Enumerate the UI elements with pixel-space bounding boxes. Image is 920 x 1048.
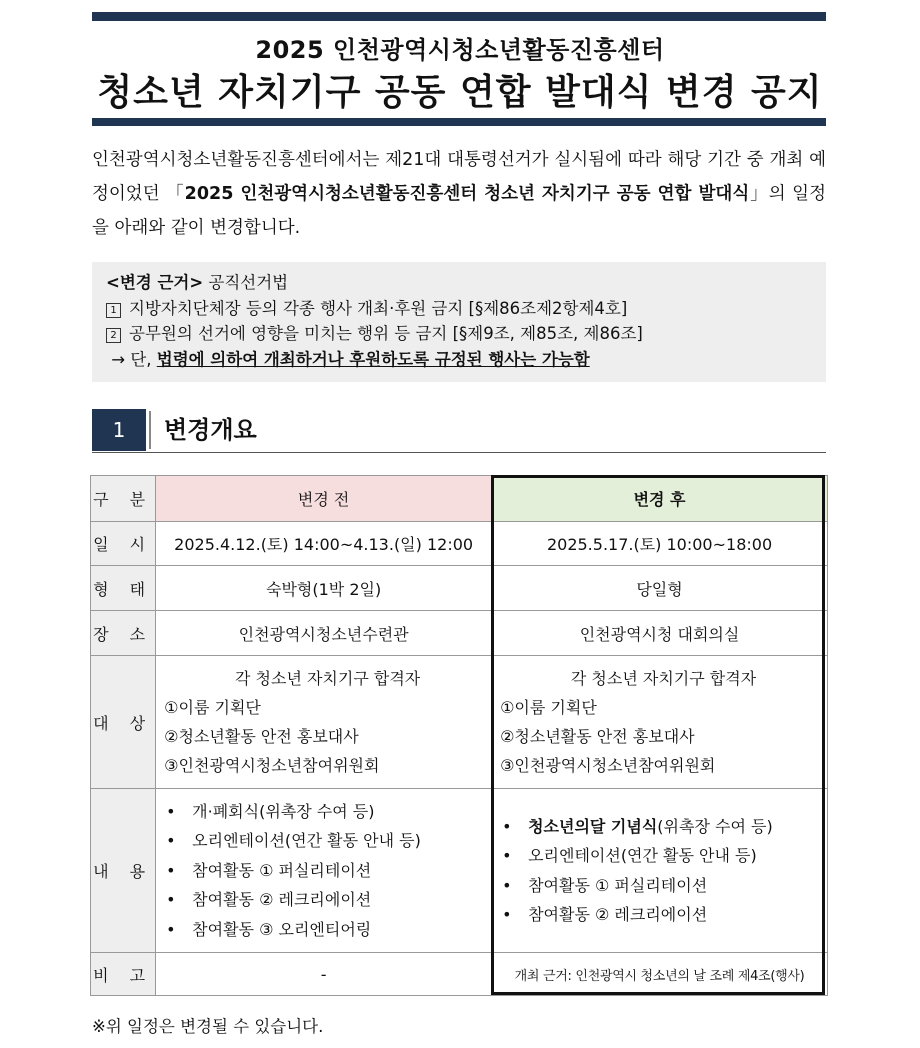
target-item: ①이룸 기획단 xyxy=(164,698,261,717)
list-item: • 참여활동 ② 레크리에이션 xyxy=(502,900,827,930)
header-category: 구 분 xyxy=(91,476,156,522)
change-overview-table xyxy=(90,475,828,996)
basis-label: <변경 근거> xyxy=(106,273,204,292)
cell-before xyxy=(156,656,492,789)
section-header xyxy=(92,409,826,455)
list-item: • 개·폐회식(위촉장 수여 등) xyxy=(166,797,491,827)
intro-paragraph: 인천광역시청소년활동진흥센터에서는 제21대 대통령선거가 실시됨에 따라 해당 기간 중 개최 예정이었던 「2025 인천광역시청소년활동진흥센터 청소년 자치기구 공동 연합 발대식」의 일정을 아래와 같이 변경합니다. xyxy=(92,150,826,238)
basis-law: 공직선거법 xyxy=(208,273,289,292)
basis-item-1: 지방자치단체장 등의 각종 행사 개최·후원 금지 [§제86조제2항제4호] xyxy=(129,298,628,318)
target-heading: 각 청소년 자치기구 합격자 xyxy=(234,669,421,688)
table-header-row xyxy=(91,476,828,522)
content-list xyxy=(492,812,827,930)
row-label: 형 태 xyxy=(91,566,156,611)
cell-after: 당일형 xyxy=(492,566,828,611)
section-number: 1 xyxy=(92,409,146,451)
number-box: 2 xyxy=(106,328,121,343)
footnote: ※위 일정은 변경될 수 있습니다. xyxy=(92,1017,324,1036)
list-item: • 오리엔테이션(연간 활동 안내 등) xyxy=(166,826,491,856)
top-rule xyxy=(92,12,826,21)
list-item: • 참여활동 ② 레크리에이션 xyxy=(166,885,491,915)
cell-after: 개최 근거: 인천광역시 청소년의 날 조례 제4조(행사) xyxy=(492,953,828,996)
row-label: 비 고 xyxy=(91,953,156,996)
page-subtitle: 2025 인천광역시청소년활동진흥센터 xyxy=(255,36,665,64)
row-label: 내 용 xyxy=(91,789,156,953)
table-row-place xyxy=(91,611,828,656)
content-list xyxy=(156,797,491,945)
cell-before: 숙박형(1박 2일) xyxy=(156,566,492,611)
cell-after: 2025.5.17.(토) 10:00~18:00 xyxy=(492,522,828,566)
list-item: • 청소년의달 기념식(위촉장 수여 등) xyxy=(502,812,827,842)
title-rule xyxy=(92,118,826,126)
table-row-remarks xyxy=(91,953,828,996)
section-underline xyxy=(92,452,826,453)
change-basis-box: <변경 근거> 공직선거법 1 지방자치단체장 등의 각종 행사 개최·후원 금지 [§제86조제2항제4호] 2 공무원의 선거에 영향을 미치는 행위 등 금지 [§제9조, 제85조, 제86조] → 단, 법령에 의하여 개최하거나 후원하도록 규정된 행사는 가능함 xyxy=(92,262,826,382)
header-after: 변경 후 xyxy=(492,476,828,522)
section-divider xyxy=(149,411,151,449)
target-heading: 각 청소년 자치기구 합격자 xyxy=(570,669,757,688)
cell-before xyxy=(156,789,492,953)
list-item: • 참여활동 ③ 오리엔티어링 xyxy=(166,915,491,945)
basis-exception: 법령에 의하여 개최하거나 후원하도록 규정된 행사는 가능함 xyxy=(156,349,590,369)
list-item: • 참여활동 ① 퍼실리테이션 xyxy=(502,871,827,901)
cell-before: - xyxy=(156,953,492,996)
event-name: 2025 인천광역시청소년활동진흥센터 청소년 자치기구 공동 연합 발대식 xyxy=(184,184,750,204)
row-label: 일 시 xyxy=(91,522,156,566)
table-row-content xyxy=(91,789,828,953)
page-title: 청소년 자치기구 공동 연합 발대식 변경 공지 xyxy=(97,72,823,113)
row-label: 장 소 xyxy=(91,611,156,656)
table-row-type xyxy=(91,566,828,611)
table-row-target xyxy=(91,656,828,789)
list-item: • 오리엔테이션(연간 활동 안내 등) xyxy=(502,841,827,871)
cell-after xyxy=(492,789,828,953)
cell-after xyxy=(492,656,828,789)
target-item: ③인천광역시청소년참여위원회 xyxy=(164,756,380,775)
section-title: 변경개요 xyxy=(164,416,257,444)
header-before: 변경 전 xyxy=(156,476,492,522)
basis-item-2: 공무원의 선거에 영향을 미치는 행위 등 금지 [§제9조, 제85조, 제86조] xyxy=(129,324,643,343)
target-item: ②청소년활동 안전 홍보대사 xyxy=(500,727,695,746)
target-item: ③인천광역시청소년참여위원회 xyxy=(500,756,716,775)
table-row-datetime xyxy=(91,522,828,566)
target-item: ①이룸 기획단 xyxy=(500,698,597,717)
cell-before: 2025.4.12.(토) 14:00~4.13.(일) 12:00 xyxy=(156,522,492,566)
cell-before: 인천광역시청소년수련관 xyxy=(156,611,492,656)
cell-after: 인천광역시청 대회의실 xyxy=(492,611,828,656)
row-label: 대 상 xyxy=(91,656,156,789)
list-item: • 참여활동 ① 퍼실리테이션 xyxy=(166,856,491,886)
target-item: ②청소년활동 안전 홍보대사 xyxy=(164,727,359,746)
number-box: 1 xyxy=(106,303,121,318)
